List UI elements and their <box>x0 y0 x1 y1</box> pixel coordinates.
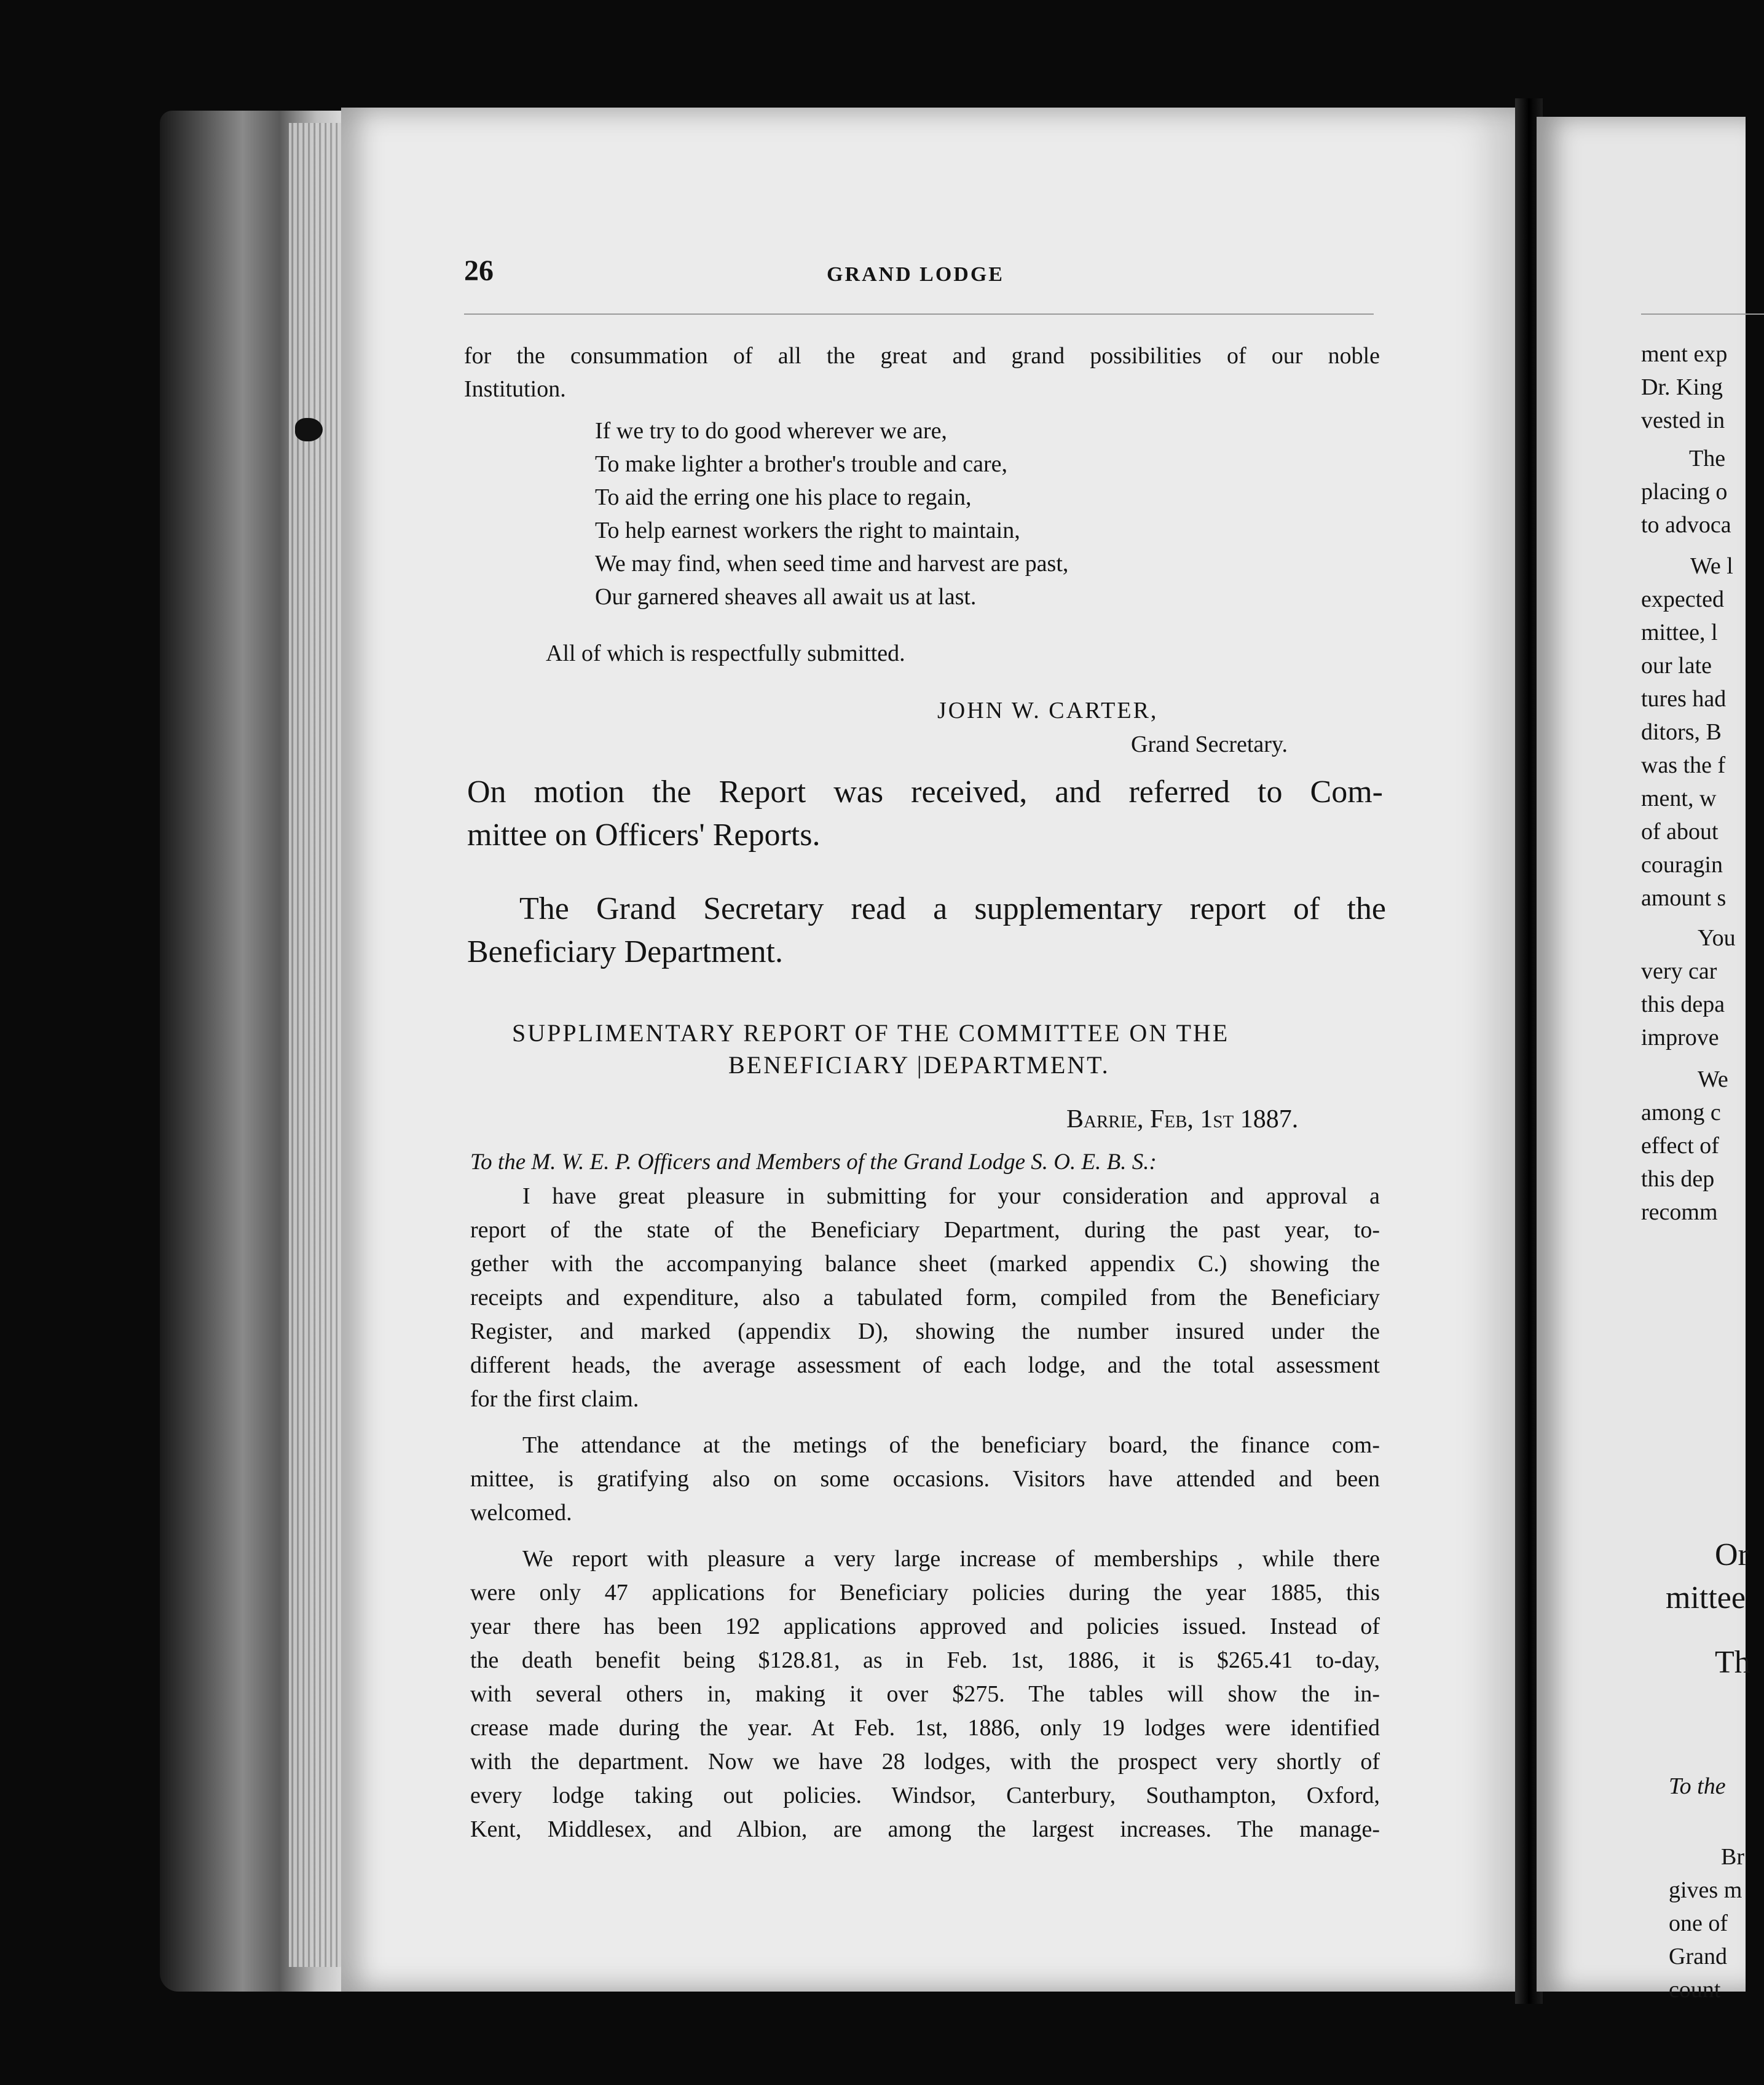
right-fragment: among c <box>1641 1100 1721 1125</box>
poem-line: If we try to do good wherever we are, <box>595 418 947 444</box>
right-fragment: count <box>1669 1977 1721 2003</box>
para1-line: Register, and marked (appendix D), showing the number insured under the <box>470 1318 1380 1344</box>
right-fragment: The <box>1689 446 1726 471</box>
right-fragment: was the f <box>1641 752 1726 778</box>
right-fragment: vested in <box>1641 408 1725 433</box>
poem-line: We may find, when seed time and harvest are past, <box>595 551 1069 577</box>
right-fragment: ment exp <box>1641 341 1728 367</box>
right-fragment: effect of <box>1641 1133 1719 1159</box>
right-fragment: recomm <box>1641 1199 1718 1225</box>
page-number: 26 <box>464 254 494 287</box>
right-fragment: one of <box>1669 1910 1728 1936</box>
announce-line-1: The Grand Secretary read a supplementary report of the <box>519 891 1386 926</box>
right-fragment: Dr. King <box>1641 374 1723 400</box>
intro-line-2: Institution. <box>464 376 566 402</box>
announce-line-2: Beneficiary Department. <box>467 934 783 969</box>
intro-line-1: for the consummation of all the great and grand possibilities of our noble <box>464 343 1380 369</box>
poem-line: To make lighter a brother's trouble and care, <box>595 451 1008 477</box>
right-fragment: expected <box>1641 586 1725 612</box>
right-fragment: to advoca <box>1641 512 1731 538</box>
para2-line: welcomed. <box>470 1500 572 1526</box>
right-fragment: improve <box>1641 1025 1719 1050</box>
right-fragment-large: mittee <box>1666 1580 1746 1615</box>
para3-line: with the department. Now we have 28 lodges, with the prospect very shortly of <box>470 1749 1380 1775</box>
right-fragment: We l <box>1690 553 1733 579</box>
right-fragment: this depa <box>1641 991 1725 1017</box>
para1-line: different heads, the average assessment of each lodge, and the total assessment <box>470 1352 1380 1378</box>
para1-line: for the first claim. <box>470 1386 639 1412</box>
right-fragment: very car <box>1641 958 1717 984</box>
right-fragment: of about <box>1641 819 1719 845</box>
para1-line: report of the state of the Beneficiary Department, during the past year, to- <box>470 1217 1380 1243</box>
right-page-rule <box>1641 313 1764 315</box>
para3-line: the death benefit being $128.81, as in Feb. 1st, 1886, it is $265.41 to-day, <box>470 1647 1380 1673</box>
para3-line: with several others in, making it over $275. The tables will show the in- <box>470 1681 1380 1707</box>
page-stack-edges <box>289 123 344 1967</box>
right-fragment: Grand <box>1669 1944 1727 1969</box>
dateline: Barrie, Feb, 1st 1887. <box>1066 1105 1299 1133</box>
report-title-line-2: BENEFICIARY |DEPARTMENT. <box>728 1051 1110 1079</box>
binding-mark <box>295 418 323 441</box>
right-fragment-large: Th <box>1715 1645 1750 1680</box>
right-fragment: ment, w <box>1641 786 1717 811</box>
motion-line-2: mittee on Officers' Reports. <box>467 818 821 853</box>
para1-line: receipts and expenditure, also a tabulated form, compiled from the Beneficiary <box>470 1285 1380 1311</box>
right-fragment: To the <box>1669 1773 1726 1799</box>
para2-line: mittee, is gratifying also on some occasions. Visitors have attended and been <box>470 1466 1380 1492</box>
right-fragment: amount s <box>1641 885 1727 911</box>
para3-line: every lodge taking out policies. Windsor, Canterbury, Southampton, Oxford, <box>470 1783 1380 1808</box>
right-fragment: mittee, l <box>1641 620 1718 645</box>
motion-line-1: On motion the Report was received, and referred to Com- <box>467 774 1383 810</box>
poem-line: Our garnered sheaves all await us at last. <box>595 584 977 610</box>
right-fragment: couragin <box>1641 852 1723 878</box>
para3-line: crease made during the year. At Feb. 1st, 1886, only 19 lodges were identified <box>470 1715 1380 1741</box>
right-fragment: We <box>1698 1066 1728 1092</box>
poem-line: To help earnest workers the right to maintain, <box>595 518 1020 543</box>
signature-title: Grand Secretary. <box>1131 731 1288 757</box>
right-fragment: tures had <box>1641 686 1727 712</box>
para1-line: I have great pleasure in submitting for your consideration and approval a <box>522 1183 1380 1209</box>
salutation: To the M. W. E. P. Officers and Members of the Grand Lodge S. O. E. B. S.: <box>470 1149 1157 1175</box>
right-fragment-large: Or <box>1715 1537 1749 1572</box>
left-page <box>341 108 1515 1992</box>
right-fragment: this dep <box>1641 1166 1715 1192</box>
right-fragment: our late <box>1641 653 1712 679</box>
right-fragment: You <box>1698 925 1736 951</box>
running-head: GRAND LODGE <box>827 263 1004 286</box>
signature-name: JOHN W. CARTER, <box>937 698 1159 723</box>
para2-line: The attendance at the metings of the beneficiary board, the finance com- <box>522 1432 1380 1458</box>
right-fragment: placing o <box>1641 479 1728 505</box>
para3-line: Kent, Middlesex, and Albion, are among the largest increases. The manage- <box>470 1816 1380 1842</box>
para3-line: We report with pleasure a very large increase of memberships , while there <box>522 1546 1380 1572</box>
para3-line: were only 47 applications for Beneficiary policies during the year 1885, this <box>470 1580 1380 1606</box>
right-fragment: ditors, B <box>1641 719 1722 745</box>
right-fragment: gives m <box>1669 1877 1742 1903</box>
closing-line: All of which is respectfully submitted. <box>546 640 905 666</box>
report-title-line-1: SUPPLIMENTARY REPORT OF THE COMMITTEE ON THE <box>512 1019 1230 1047</box>
header-rule <box>464 313 1374 315</box>
para1-line: gether with the accompanying balance sheet (marked appendix C.) showing the <box>470 1251 1380 1277</box>
right-fragment: Br <box>1721 1844 1744 1870</box>
right-page <box>1537 117 1750 2003</box>
poem-line: To aid the erring one his place to regain, <box>595 484 972 510</box>
para3-line: year there has been 192 applications approved and policies issued. Instead of <box>470 1614 1380 1639</box>
